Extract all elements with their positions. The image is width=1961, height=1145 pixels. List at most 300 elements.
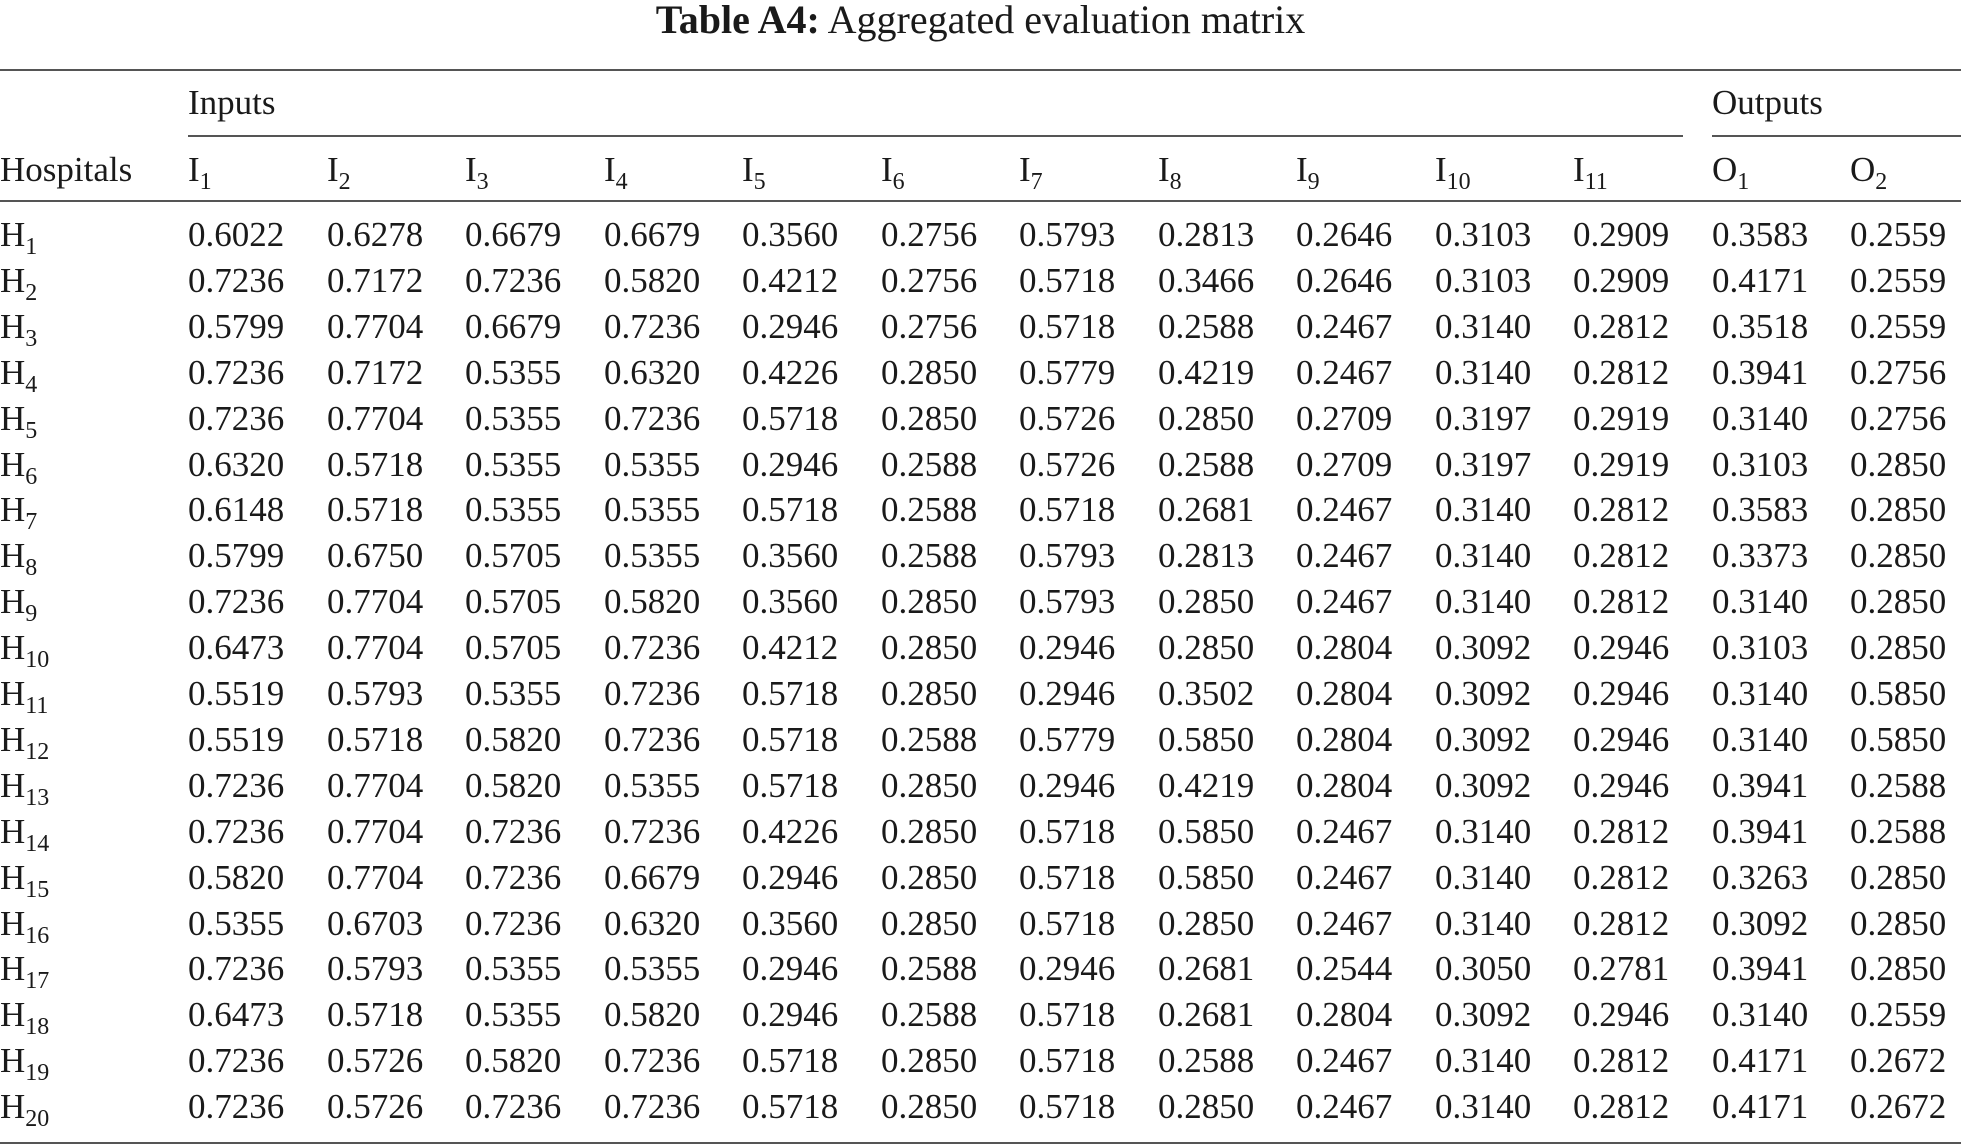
table-cell: 0.2850 (881, 352, 978, 392)
table-cell: 0.3140 (1435, 857, 1532, 897)
table-cell: 0.5355 (604, 949, 701, 989)
column-header-i9 (1296, 150, 1320, 195)
symbol-subscript: 8 (1169, 169, 1182, 195)
table-cell: 0.2812 (1573, 490, 1670, 530)
symbol-subscript: 4 (25, 371, 38, 398)
table-cell: 0.5718 (742, 765, 839, 805)
table-cell: 0.2588 (1158, 444, 1255, 484)
inputs-group-rule (188, 135, 1683, 137)
table-cell: 0.5355 (465, 674, 562, 713)
row-label-h1 (0, 215, 38, 260)
table-cell: 0.5793 (327, 949, 424, 989)
row-label-h4 (0, 352, 38, 398)
table-cell: 0.7236 (465, 260, 562, 300)
table-cell: 0.5793 (327, 674, 424, 713)
table-cell: 0.5355 (465, 444, 562, 484)
symbol-base: H (0, 582, 26, 622)
table-cell: 0.2850 (881, 628, 978, 668)
table-cell: 0.2588 (881, 719, 978, 759)
table-cell: 0.5799 (188, 536, 285, 576)
header-rule (0, 200, 1961, 202)
table-cell: 0.5718 (1019, 857, 1116, 897)
table-cell: 0.3140 (1712, 719, 1809, 759)
table-cell: 0.5705 (465, 628, 562, 668)
outputs-group-header: Outputs (1712, 83, 1823, 122)
table-cell: 0.5718 (327, 490, 424, 530)
table-cell: 0.7236 (465, 857, 562, 897)
table-cell: 0.2946 (1573, 674, 1670, 713)
table-cell: 0.2850 (1158, 628, 1255, 668)
table-cell: 0.5850 (1850, 674, 1947, 713)
table-cell: 0.2919 (1573, 398, 1670, 438)
symbol-subscript: 1 (1737, 169, 1750, 195)
table-cell: 0.6679 (604, 215, 701, 254)
table-cell: 0.3263 (1712, 857, 1809, 897)
table-cell: 0.2812 (1573, 811, 1670, 851)
table-cell: 0.2812 (1573, 903, 1670, 943)
table-cell: 0.5718 (742, 1087, 839, 1127)
table-cell: 0.2813 (1158, 215, 1255, 254)
table-cell: 0.2850 (1850, 490, 1947, 530)
table-cell: 0.2804 (1296, 995, 1393, 1035)
table-cell: 0.2756 (881, 260, 978, 300)
symbol-base: H (0, 306, 26, 346)
table-title-prefix: Table A4: (655, 0, 820, 42)
table-cell: 0.5820 (465, 719, 562, 759)
table-cell: 0.3941 (1712, 765, 1809, 805)
table-cell: 0.2946 (1019, 949, 1116, 989)
table-cell: 0.6278 (327, 215, 424, 254)
outputs-group-rule (1712, 135, 1961, 137)
table-cell: 0.5718 (1019, 490, 1116, 530)
row-label-h18 (0, 995, 50, 1041)
table-cell: 0.2559 (1850, 260, 1947, 300)
table-cell: 0.3941 (1712, 949, 1809, 989)
table-cell: 0.6148 (188, 490, 285, 530)
table-cell: 0.2812 (1573, 582, 1670, 622)
table-cell: 0.2946 (1019, 674, 1116, 713)
table-cell: 0.3140 (1712, 674, 1809, 713)
table-cell: 0.5355 (604, 765, 701, 805)
row-label-h12 (0, 719, 50, 765)
symbol-subscript: 3 (476, 169, 489, 195)
symbol-subscript: 6 (892, 169, 905, 195)
column-header-i6 (881, 150, 905, 195)
table-cell: 0.2467 (1296, 490, 1393, 530)
table-cell: 0.3941 (1712, 811, 1809, 851)
table-cell: 0.2559 (1850, 215, 1947, 254)
table-cell: 0.2681 (1158, 490, 1255, 530)
table-cell: 0.3466 (1158, 260, 1255, 300)
table-cell: 0.7236 (465, 903, 562, 943)
symbol-subscript: 11 (25, 693, 49, 719)
table-cell: 0.5355 (604, 490, 701, 530)
table-cell: 0.7236 (604, 674, 701, 713)
table-cell: 0.2467 (1296, 903, 1393, 943)
table-cell: 0.2467 (1296, 1041, 1393, 1081)
table-cell: 0.3197 (1435, 398, 1532, 438)
table-cell: 0.2946 (742, 444, 839, 484)
table-cell: 0.2813 (1158, 536, 1255, 576)
table-cell: 0.7704 (327, 306, 424, 346)
table-cell: 0.3560 (742, 903, 839, 943)
symbol-base: I (881, 150, 893, 189)
table-cell: 0.5718 (742, 490, 839, 530)
table-cell: 0.4226 (742, 352, 839, 392)
table-cell: 0.2559 (1850, 306, 1947, 346)
table-cell: 0.5355 (604, 444, 701, 484)
table-cell: 0.2946 (1573, 628, 1670, 668)
column-header-o1 (1712, 150, 1750, 195)
table-cell: 0.2850 (1850, 444, 1947, 484)
symbol-base: H (0, 628, 26, 668)
symbol-base: H (0, 260, 26, 300)
table-cell: 0.2588 (1850, 765, 1947, 805)
symbol-base: H (0, 719, 26, 759)
symbol-subscript: 2 (25, 279, 38, 306)
symbol-base: H (0, 903, 26, 943)
table-cell: 0.5718 (1019, 306, 1116, 346)
table-cell: 0.7236 (465, 811, 562, 851)
row-label-h7 (0, 490, 38, 536)
symbol-base: I (465, 150, 477, 189)
table-cell: 0.7236 (604, 1041, 701, 1081)
symbol-base: H (0, 1041, 26, 1081)
symbol-base: H (0, 949, 26, 989)
table-cell: 0.2646 (1296, 215, 1393, 254)
symbol-base: H (0, 215, 26, 254)
column-header-i2 (327, 150, 351, 195)
table-cell: 0.2850 (1158, 398, 1255, 438)
symbol-base: H (0, 352, 26, 392)
table-cell: 0.2588 (881, 949, 978, 989)
table-cell: 0.7704 (327, 811, 424, 851)
symbol-subscript: 9 (1307, 169, 1320, 195)
row-label-h17 (0, 949, 50, 995)
symbol-subscript: 9 (25, 601, 38, 628)
table-cell: 0.2850 (1850, 949, 1947, 989)
table-cell: 0.2850 (1850, 582, 1947, 622)
symbol-base: I (188, 150, 200, 189)
table-cell: 0.5726 (1019, 444, 1116, 484)
table-cell: 0.2850 (881, 582, 978, 622)
row-label-h11 (0, 674, 49, 719)
table-cell: 0.3140 (1712, 995, 1809, 1035)
symbol-base: H (0, 1087, 26, 1127)
table-cell: 0.3103 (1435, 260, 1532, 300)
table-cell: 0.2544 (1296, 949, 1393, 989)
symbol-base: I (1158, 150, 1170, 189)
table-cell: 0.2672 (1850, 1087, 1947, 1127)
symbol-subscript: 20 (25, 1106, 50, 1133)
table-cell: 0.3092 (1435, 765, 1532, 805)
table-cell: 0.6679 (465, 215, 562, 254)
table-cell: 0.2946 (1573, 995, 1670, 1035)
table-cell: 0.2467 (1296, 306, 1393, 346)
symbol-subscript: 5 (25, 417, 38, 444)
column-header-i1 (188, 150, 212, 195)
table-cell: 0.4171 (1712, 1041, 1809, 1081)
table-cell: 0.5850 (1158, 857, 1255, 897)
table-cell: 0.5718 (327, 995, 424, 1035)
table-cell: 0.5355 (465, 398, 562, 438)
table-cell: 0.5718 (327, 444, 424, 484)
table-cell: 0.3140 (1712, 582, 1809, 622)
table-cell: 0.2919 (1573, 444, 1670, 484)
table-cell: 0.6679 (465, 306, 562, 346)
table-cell: 0.2672 (1850, 1041, 1947, 1081)
table-cell: 0.2804 (1296, 674, 1393, 713)
table-cell: 0.2804 (1296, 719, 1393, 759)
table-cell: 0.2709 (1296, 398, 1393, 438)
symbol-base: O (1712, 150, 1738, 189)
table-cell: 0.4212 (742, 260, 839, 300)
table-cell: 0.7236 (604, 306, 701, 346)
table-cell: 0.2812 (1573, 1087, 1670, 1127)
table-cell: 0.2946 (1019, 765, 1116, 805)
table-cell: 0.2850 (881, 903, 978, 943)
table-cell: 0.3140 (1435, 582, 1532, 622)
symbol-base: I (1019, 150, 1031, 189)
table-cell: 0.3140 (1435, 536, 1532, 576)
symbol-subscript: 1 (25, 234, 38, 260)
table-cell: 0.2756 (1850, 352, 1947, 392)
table-cell: 0.3560 (742, 582, 839, 622)
table-cell: 0.2588 (1158, 306, 1255, 346)
table-cell: 0.7236 (188, 949, 285, 989)
table-cell: 0.7236 (188, 582, 285, 622)
table-cell: 0.2646 (1296, 260, 1393, 300)
table-cell: 0.5850 (1158, 719, 1255, 759)
symbol-subscript: 4 (615, 169, 628, 195)
table-cell: 0.5355 (465, 995, 562, 1035)
table-cell: 0.5519 (188, 719, 285, 759)
table-cell: 0.2804 (1296, 628, 1393, 668)
table-cell: 0.5820 (604, 260, 701, 300)
table-cell: 0.6473 (188, 628, 285, 668)
row-label-h9 (0, 582, 38, 628)
table-cell: 0.5793 (1019, 582, 1116, 622)
row-label-h5 (0, 398, 38, 444)
table-cell: 0.2850 (1850, 628, 1947, 668)
table-cell: 0.7704 (327, 398, 424, 438)
table-cell: 0.3092 (1435, 674, 1532, 713)
symbol-subscript: 8 (25, 555, 38, 582)
table-cell: 0.2850 (1850, 857, 1947, 897)
table-cell: 0.5793 (1019, 215, 1116, 254)
symbol-subscript: 16 (25, 922, 50, 949)
row-label-h2 (0, 260, 38, 306)
row-label-h15 (0, 857, 50, 903)
table-cell: 0.5718 (1019, 1087, 1116, 1127)
symbol-base: I (1573, 150, 1585, 189)
table-cell: 0.3092 (1435, 628, 1532, 668)
table-cell: 0.2588 (881, 490, 978, 530)
table-cell: 0.2681 (1158, 949, 1255, 989)
row-label-h19 (0, 1041, 50, 1087)
table-cell: 0.3518 (1712, 306, 1809, 346)
symbol-subscript: 13 (25, 784, 50, 811)
table-cell: 0.3140 (1435, 490, 1532, 530)
table-cell: 0.2850 (1158, 903, 1255, 943)
table-cell: 0.2909 (1573, 260, 1670, 300)
table-cell: 0.7236 (188, 811, 285, 851)
table-cell: 0.2756 (881, 215, 978, 254)
table-cell: 0.2946 (742, 995, 839, 1035)
symbol-subscript: 7 (1030, 169, 1043, 195)
row-label-h3 (0, 306, 38, 352)
table-cell: 0.5726 (1019, 398, 1116, 438)
symbol-subscript: 5 (753, 169, 766, 195)
symbol-base: H (0, 765, 26, 805)
table-cell: 0.3140 (1435, 1087, 1532, 1127)
symbol-base: H (0, 674, 26, 713)
table-cell: 0.3502 (1158, 674, 1255, 713)
table-title (0, 0, 1961, 40)
table-cell: 0.7172 (327, 260, 424, 300)
row-label-h16 (0, 903, 50, 949)
table-cell: 0.2756 (1850, 398, 1947, 438)
table-cell: 0.4219 (1158, 352, 1255, 392)
symbol-subscript: 14 (25, 830, 50, 857)
table-cell: 0.2812 (1573, 1041, 1670, 1081)
table-cell: 0.4212 (742, 628, 839, 668)
table-cell: 0.2850 (881, 811, 978, 851)
table-cell: 0.2812 (1573, 857, 1670, 897)
top-rule (0, 69, 1961, 71)
table-cell: 0.5705 (465, 582, 562, 622)
table-cell: 0.5705 (465, 536, 562, 576)
table-cell: 0.2756 (881, 306, 978, 346)
table-cell: 0.3092 (1435, 995, 1532, 1035)
table-cell: 0.2850 (1158, 1087, 1255, 1127)
table-cell: 0.2850 (881, 1087, 978, 1127)
table-cell: 0.7704 (327, 857, 424, 897)
symbol-base: H (0, 398, 26, 438)
table-cell: 0.5779 (1019, 719, 1116, 759)
table-cell: 0.5718 (1019, 903, 1116, 943)
table-cell: 0.3197 (1435, 444, 1532, 484)
table-cell: 0.3140 (1712, 398, 1809, 438)
symbol-base: H (0, 444, 26, 484)
table-cell: 0.7236 (465, 1087, 562, 1127)
table-cell: 0.5718 (1019, 260, 1116, 300)
table-cell: 0.4171 (1712, 260, 1809, 300)
symbol-subscript: 2 (1875, 169, 1888, 195)
table-cell: 0.5799 (188, 306, 285, 346)
column-header-i3 (465, 150, 489, 195)
table-cell: 0.5820 (465, 1041, 562, 1081)
symbol-base: O (1850, 150, 1876, 189)
table-cell: 0.2909 (1573, 215, 1670, 254)
column-header-i11 (1573, 150, 1608, 195)
table-cell: 0.2804 (1296, 765, 1393, 805)
table-cell: 0.5779 (1019, 352, 1116, 392)
table-cell: 0.2467 (1296, 811, 1393, 851)
table-cell: 0.2812 (1573, 306, 1670, 346)
symbol-base: H (0, 811, 26, 851)
table-cell: 0.7236 (604, 719, 701, 759)
table-cell: 0.7236 (604, 398, 701, 438)
table-cell: 0.2467 (1296, 857, 1393, 897)
table-cell: 0.3140 (1435, 352, 1532, 392)
table-cell: 0.5726 (327, 1087, 424, 1127)
table-cell: 0.3103 (1435, 215, 1532, 254)
table-cell: 0.5820 (188, 857, 285, 897)
symbol-subscript: 19 (25, 1060, 50, 1087)
table-cell: 0.5850 (1850, 719, 1947, 759)
column-header-o2 (1850, 150, 1888, 195)
column-header-i8 (1158, 150, 1182, 195)
symbol-subscript: 1 (199, 169, 212, 195)
row-label-h8 (0, 536, 38, 582)
table-cell: 0.2946 (1019, 628, 1116, 668)
table-cell: 0.3373 (1712, 536, 1809, 576)
table-cell: 0.5355 (188, 903, 285, 943)
table-cell: 0.2850 (881, 398, 978, 438)
symbol-subscript: 7 (25, 509, 38, 536)
table-cell: 0.2850 (1850, 536, 1947, 576)
symbol-subscript: 17 (25, 968, 50, 995)
table-cell: 0.7236 (188, 1087, 285, 1127)
table-cell: 0.3583 (1712, 215, 1809, 254)
table-cell: 0.7236 (604, 811, 701, 851)
row-label-h10 (0, 628, 50, 674)
table-cell: 0.3140 (1435, 306, 1532, 346)
table-cell: 0.6022 (188, 215, 285, 254)
row-header-hospitals: Hospitals (0, 150, 133, 189)
row-label-h14 (0, 811, 50, 857)
table-cell: 0.7704 (327, 628, 424, 668)
table-cell: 0.6320 (604, 903, 701, 943)
table-cell: 0.2850 (1158, 582, 1255, 622)
table-cell: 0.2946 (742, 306, 839, 346)
table-cell: 0.7236 (188, 1041, 285, 1081)
table-cell: 0.5820 (604, 582, 701, 622)
table-cell: 0.2850 (1850, 903, 1947, 943)
symbol-base: H (0, 857, 26, 897)
table-cell: 0.5718 (742, 1041, 839, 1081)
table-cell: 0.5718 (742, 719, 839, 759)
table-cell: 0.5718 (327, 719, 424, 759)
table-cell: 0.2467 (1296, 1087, 1393, 1127)
table-cell: 0.2812 (1573, 536, 1670, 576)
table-cell: 0.4171 (1712, 1087, 1809, 1127)
table-cell: 0.2812 (1573, 352, 1670, 392)
symbol-subscript: 3 (25, 325, 38, 352)
table-cell: 0.3140 (1435, 1041, 1532, 1081)
table-cell: 0.2781 (1573, 949, 1670, 989)
symbol-subscript: 6 (25, 463, 38, 490)
table-cell: 0.3560 (742, 215, 839, 254)
table-cell: 0.6750 (327, 536, 424, 576)
table-cell: 0.6473 (188, 995, 285, 1035)
inputs-group-header: Inputs (188, 83, 276, 122)
table-cell: 0.2850 (881, 1041, 978, 1081)
table-cell: 0.3092 (1435, 719, 1532, 759)
table-cell: 0.6320 (188, 444, 285, 484)
table-cell: 0.5355 (465, 490, 562, 530)
symbol-subscript: 15 (25, 876, 50, 903)
symbol-base: I (604, 150, 616, 189)
table-cell: 0.5718 (1019, 995, 1116, 1035)
symbol-base: H (0, 490, 26, 530)
table-cell: 0.7236 (188, 352, 285, 392)
table-cell: 0.2850 (881, 857, 978, 897)
table-cell: 0.2467 (1296, 352, 1393, 392)
table-cell: 0.5355 (465, 949, 562, 989)
table-cell: 0.5820 (465, 765, 562, 805)
